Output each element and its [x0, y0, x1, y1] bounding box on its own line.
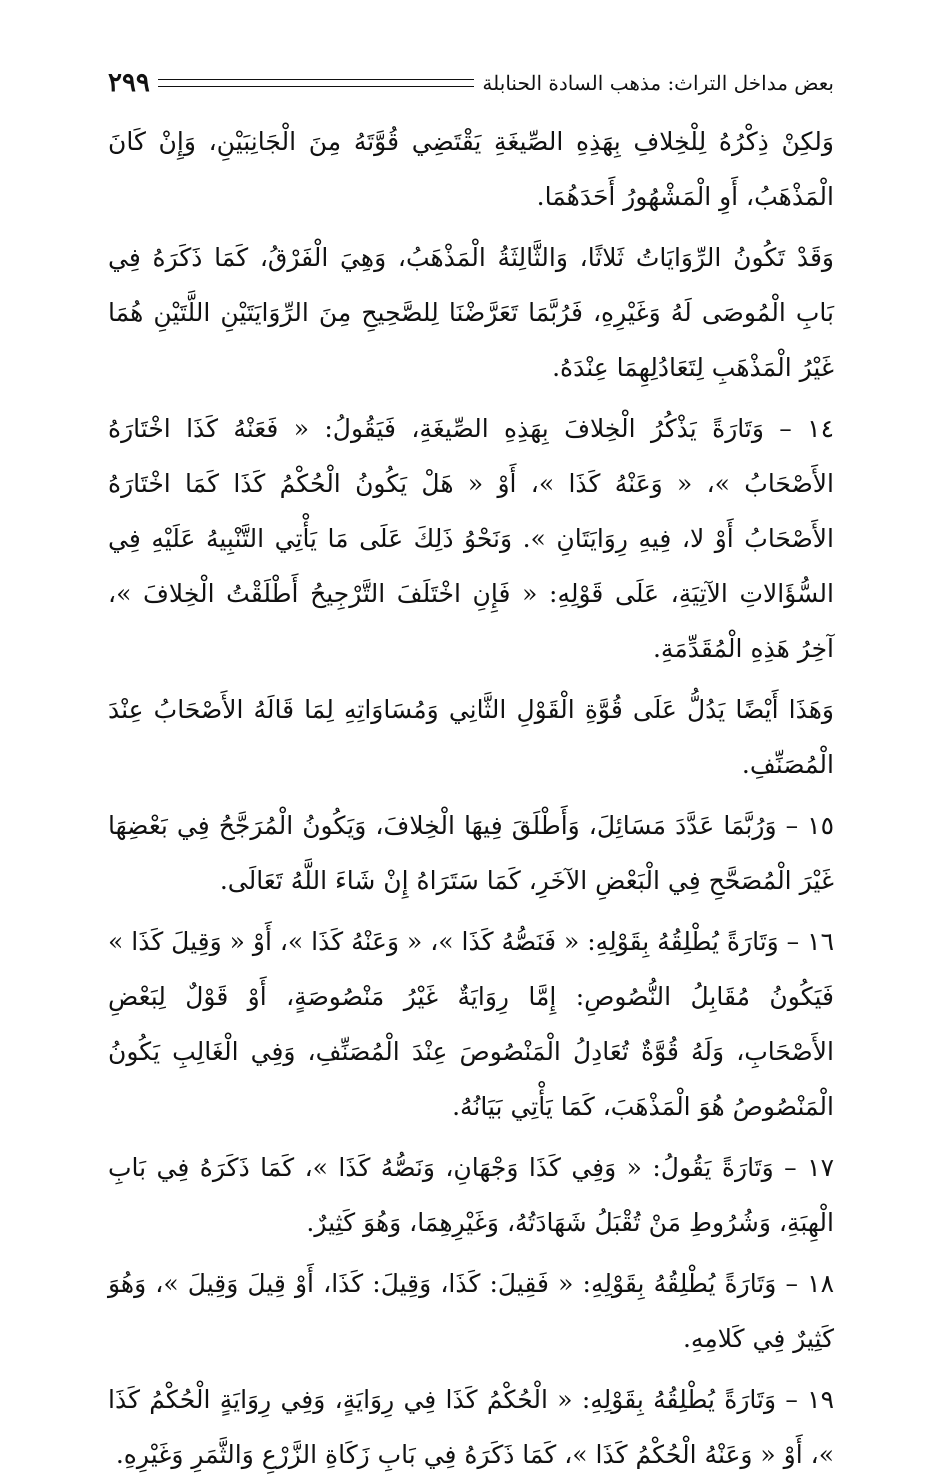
paragraph-item-19: ١٩ – وَتَارَةً يُطْلِقُهُ بِقَوْلِهِ: « الْحُكْمُ كَذَا فِي رِوَايَةٍ، وَفِي رِوَايَةٍ الْحُكْمُ كَذَا »، أَوْ « وَعَنْهُ الْحُكْمُ كَذَا »، كَمَا ذَكَرَهُ فِي بَابِ زَكَاةِ الزَّرْعِ وَالثَّمَرِ وَغَيْرِهِ. — [108, 1385, 834, 1469]
page-number: ٢٩٩ — [108, 68, 150, 98]
paragraph: وَهَذَا أَيْضًا يَدُلُّ عَلَى قُوَّةِ الْقَوْلِ الثَّانِي وَمُسَاوَاتِهِ لِمَا قَالَهُ الأَصْحَابُ عِنْدَ الْمُصَنِّفِ. — [108, 695, 834, 779]
running-header — [108, 60, 834, 106]
paragraph: وَلكِنْ ذِكْرُهُ لِلْخِلافِ بِهَذِهِ الصِّيغَةِ يَقْتَضِي قُوَّتَهُ مِنَ الْجَانِبَيْنِ، وَإِنْ كَانَ الْمَذْهَبُ، أَوِ الْمَشْهُورُ أَحَدَهُمَا. — [108, 127, 834, 211]
running-title: بعض مداخل التراث: مذهب السادة الحنابلة — [482, 71, 834, 95]
paragraph: وَقَدْ تَكُونُ الرِّوَايَاتُ ثَلاثًا، وَالثَّالِثَةُ الْمَذْهَبُ، وَهِيَ الْفَرْقُ، كَمَا ذَكَرَهُ فِي بَابِ الْمُوصَى لَهُ وَغَيْرِهِ، فَرُبَّمَا تَعَرَّضْنَا لِلصَّحِيحِ مِنَ الرِّوَايَتَيْنِ اللَّتَيْنِ هُمَا غَيْرُ الْمَذْهَبِ لِتَعَادُلِهِمَا عِنْدَهُ. — [108, 243, 834, 382]
header-double-rule — [158, 79, 475, 87]
paragraph-item-18: ١٨ – وَتَارَةً يُطْلِقُهُ بِقَوْلِهِ: « فَقِيلَ: كَذَا، وَقِيلَ: كَذَا، أَوْ قِيلَ وَقِيلَ »، وَهُوَ كَثِيرٌ فِي كَلامِهِ. — [108, 1269, 834, 1353]
paragraph-item-14: ١٤ – وَتَارَةً يَذْكُرُ الْخِلافَ بِهَذِهِ الصِّيغَةِ، فَيَقُولُ: « فَعَنْهُ كَذَا اخْتَارَهُ الأَصْحَابُ »، « وَعَنْهُ كَذَا »، أَوْ « هَلْ يَكُونُ الْحُكْمُ كَذَا كَمَا اخْتَارَهُ الأَصْحَابُ أَوْ لا، فِيهِ رِوَايَتَانِ ». وَنَحْوُ ذَلِكَ عَلَى مَا يَأْتِي التَّنْبِيهُ عَلَيْهِ فِي السُّؤَالاتِ الآتِيَةِ، عَلَى قَوْلِهِ: « فَإِنِ اخْتَلَفَ التَّرْجِيحُ أَطْلَقْتُ الْخِلافَ »، آخِرُ هَذِهِ الْمُقَدِّمَةِ. — [108, 414, 834, 663]
page-body — [108, 114, 834, 1482]
paragraph-item-16: ١٦ – وَتَارَةً يُطْلِقُهُ بِقَوْلِهِ: « فَنَصُّهُ كَذَا »، « وَعَنْهُ كَذَا »، أَوْ « وَقِيلَ كَذَا » فَيَكُونُ مُقَابِلُ النُّصُوصِ: إِمَّا رِوَايَةٌ غَيْرُ مَنْصُوصَةٍ، أَوْ قَوْلٌ لِبَعْضِ الأَصْحَابِ، وَلَهُ قُوَّةٌ تُعَادِلُ الْمَنْصُوصَ عِنْدَ الْمُصَنِّفِ، وَفِي الْغَالِبِ يَكُونُ الْمَنْصُوصُ هُوَ الْمَذْهَبَ، كَمَا يَأْتِي بَيَانُهُ. — [108, 927, 834, 1121]
paragraph-item-15: ١٥ – وَرُبَّمَا عَدَّدَ مَسَائِلَ، وَأَطْلَقَ فِيهَا الْخِلافَ، وَيَكُونُ الْمُرَجَّحُ فِي بَعْضِهَا غَيْرَ الْمُصَحَّحِ فِي الْبَعْضِ الآخَرِ، كَمَا سَتَرَاهُ إِنْ شَاءَ اللَّهُ تَعَالَى. — [108, 811, 834, 895]
book-page — [108, 60, 834, 1469]
paragraph-item-17: ١٧ – وَتَارَةً يَقُولُ: « وَفِي كَذَا وَجْهَانِ، وَنَصُّهُ كَذَا »، كَمَا ذَكَرَهُ فِي بَابِ الْهِبَةِ، وَشُرُوطِ مَنْ تُقْبَلُ شَهَادَتُهُ، وَغَيْرِهِمَا، وَهُوَ كَثِيرٌ. — [108, 1153, 834, 1237]
